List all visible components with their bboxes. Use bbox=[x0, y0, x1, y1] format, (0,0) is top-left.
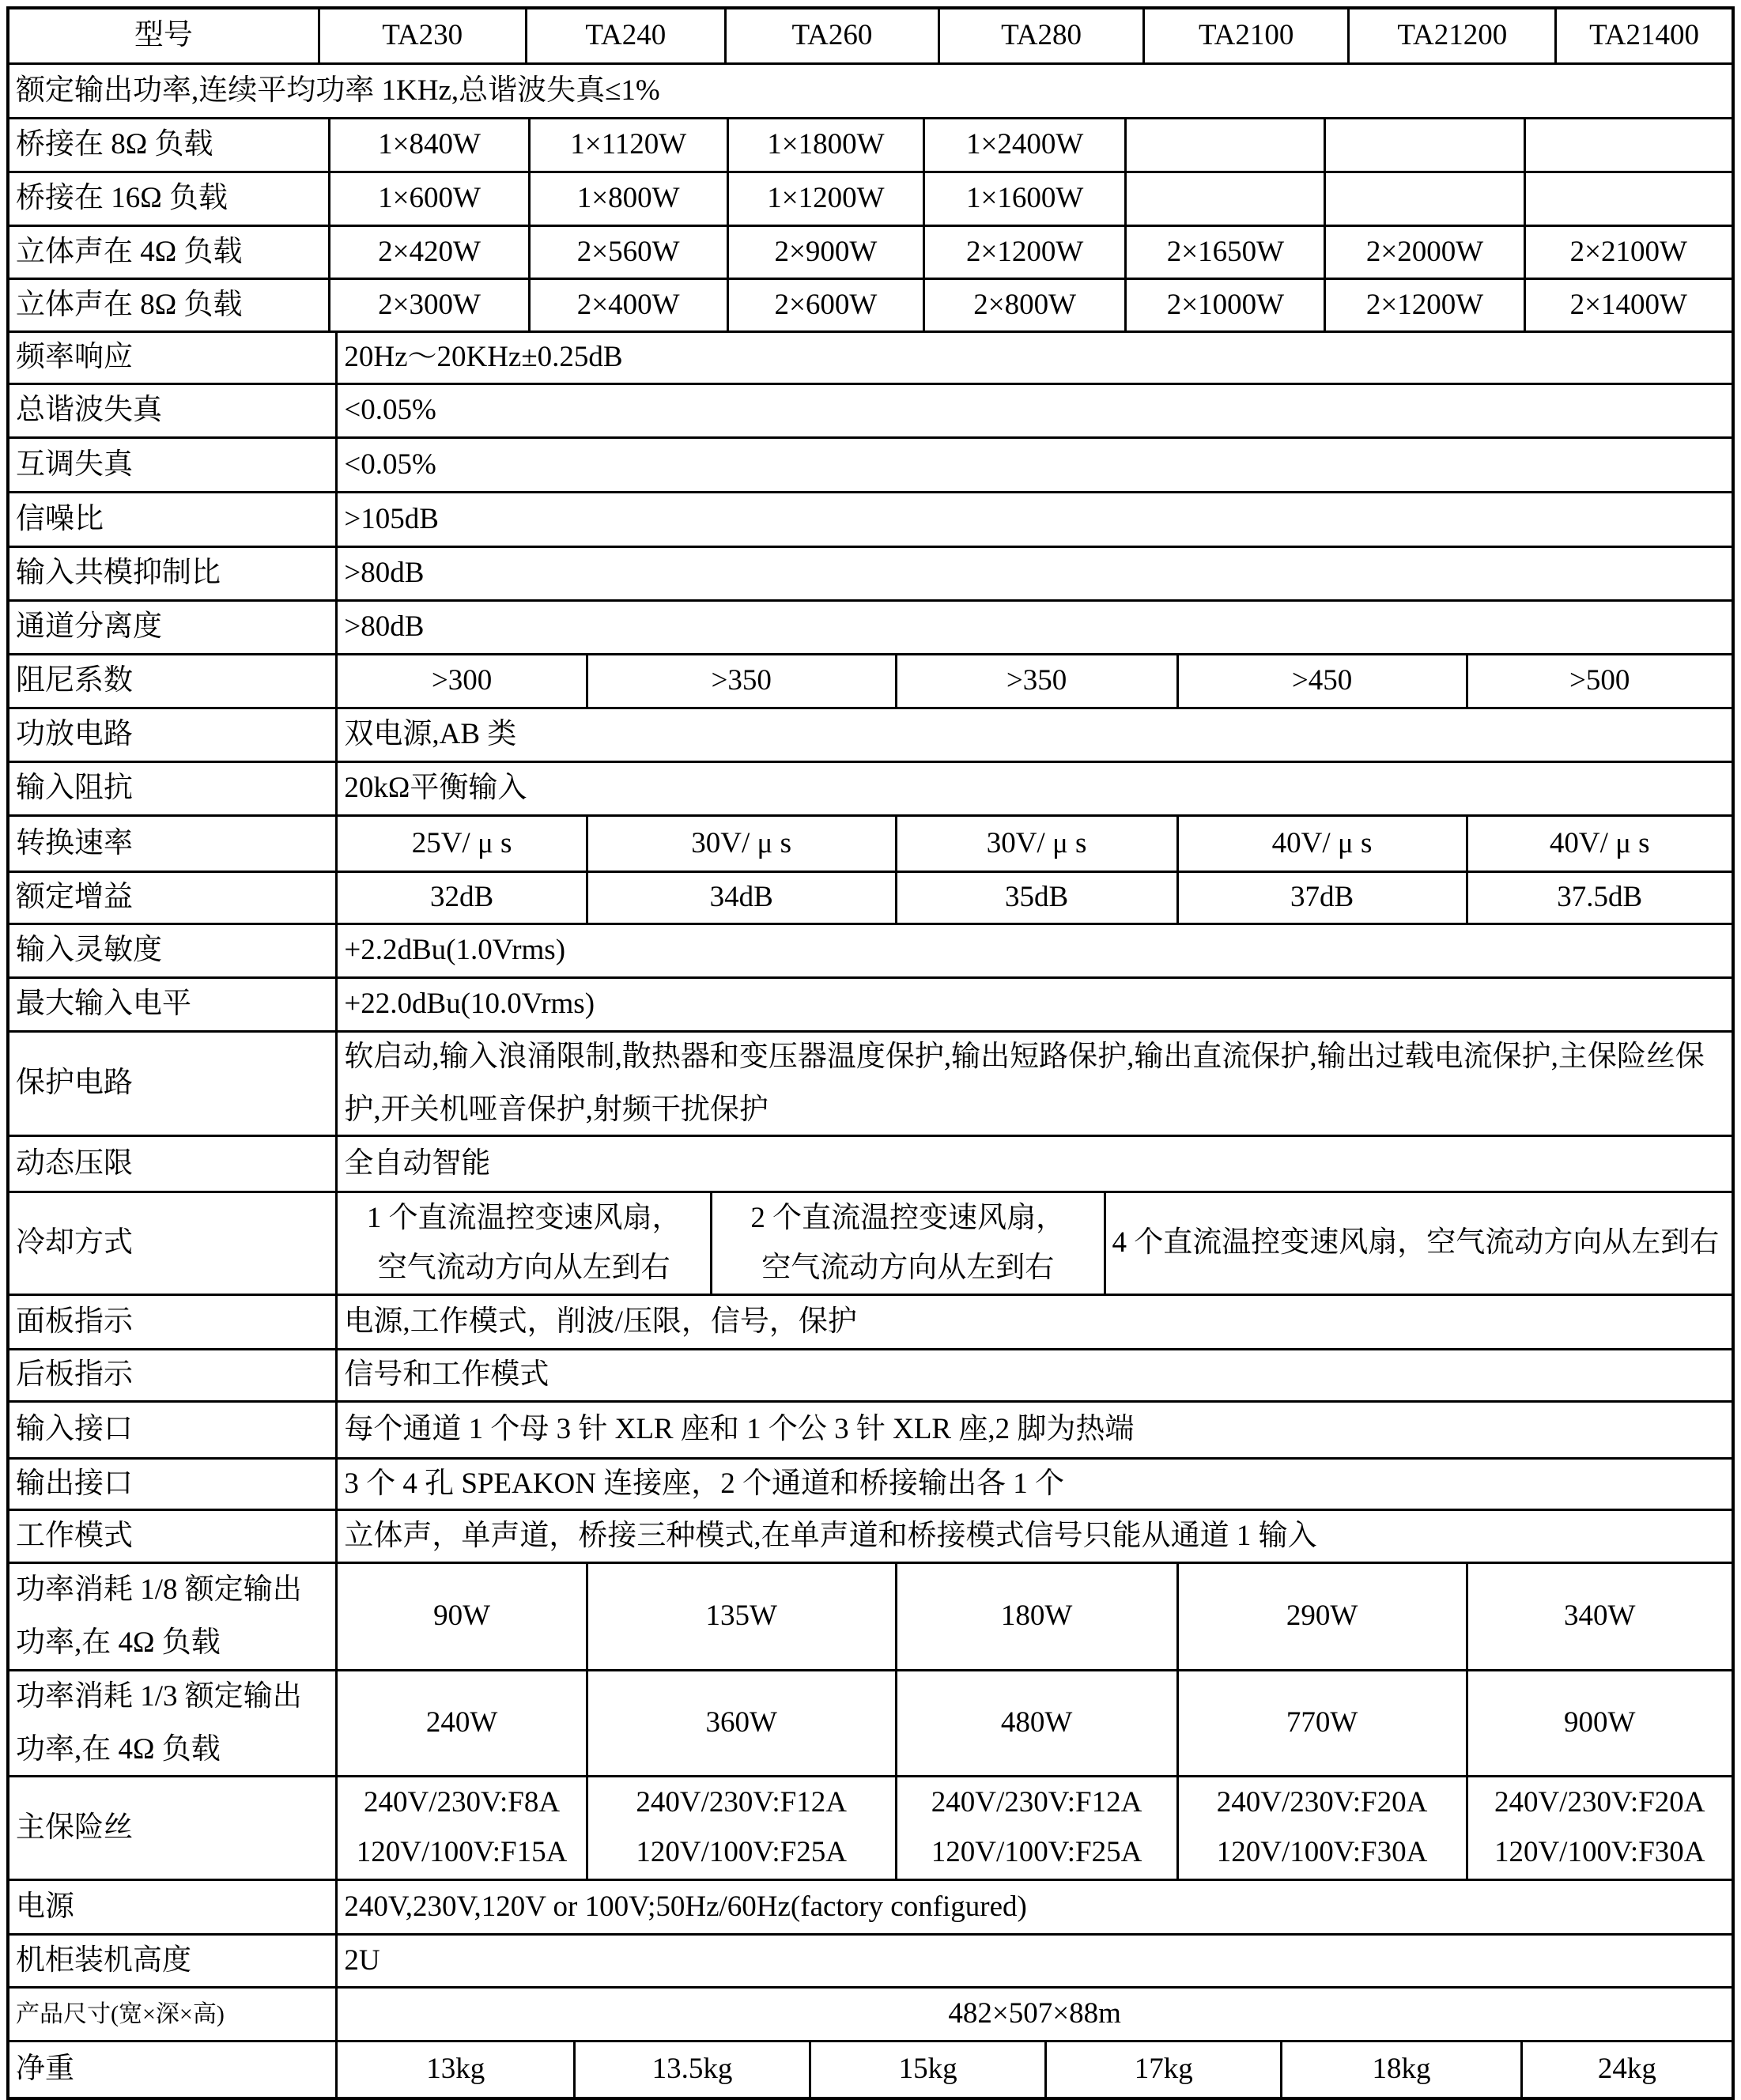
spec-value: 软启动,输入浪涌限制,散热器和变压器温度保护,输出短路保护,输出直流保护,输出过载电流保护,主保险丝保护,开关机哑音保护,射频干扰保护 bbox=[344, 1040, 1705, 1126]
spec-value: 2×1000W bbox=[1127, 280, 1326, 330]
spec-value: >350 bbox=[897, 655, 1179, 707]
table-row bbox=[9, 873, 1732, 925]
spec-value: >450 bbox=[1179, 655, 1468, 707]
spec-value: 24kg bbox=[1597, 2053, 1656, 2086]
spec-value: 290W bbox=[1179, 1564, 1468, 1669]
row-label: 桥接在 8Ω 负载 bbox=[9, 119, 330, 171]
table-row bbox=[9, 1564, 1732, 1671]
table-row bbox=[9, 1936, 1732, 1989]
spec-value: 20Hz～20KHz±0.25dB bbox=[344, 341, 623, 374]
row-label: 最大输入电平 bbox=[9, 979, 338, 1030]
model-name: TA21200 bbox=[1350, 9, 1557, 62]
row-label: 输入接口 bbox=[9, 1403, 338, 1457]
spec-value: 每个通道 1 个母 3 针 XLR 座和 1 个公 3 针 XLR 座,2 脚为热端 bbox=[344, 1413, 1135, 1446]
row-label: 立体声在 4Ω 负载 bbox=[9, 227, 330, 278]
spec-value: 37dB bbox=[1179, 873, 1468, 923]
row-label: 功率消耗 1/3 额定输出功率,在 4Ω 负载 bbox=[9, 1671, 338, 1775]
spec-value bbox=[897, 1777, 1179, 1879]
row-label: 机柜装机高度 bbox=[9, 1936, 338, 1986]
spec-value-line: 空气流动方向从左到右 bbox=[377, 1251, 670, 1284]
spec-value: 电源,工作模式，削波/压限，信号，保护 bbox=[344, 1305, 857, 1338]
spec-value bbox=[1326, 119, 1525, 171]
row-label: 产品尺寸(宽×深×高) bbox=[9, 1989, 338, 2040]
spec-value-line: 2 个直流温控变速风扇， bbox=[750, 1201, 1066, 1234]
row-label: 转换速率 bbox=[9, 817, 338, 871]
spec-value: 全自动智能 bbox=[344, 1146, 491, 1180]
row-label: 输出接口 bbox=[9, 1460, 338, 1509]
row-label: 立体声在 8Ω 负载 bbox=[9, 280, 330, 330]
spec-value: 40V/ μ s bbox=[1549, 826, 1650, 859]
table-row bbox=[9, 763, 1732, 817]
table-row bbox=[9, 385, 1732, 439]
spec-value: 480W bbox=[897, 1671, 1179, 1775]
spec-value: 37.5dB bbox=[1557, 881, 1643, 914]
row-label: 功率消耗 1/8 额定输出功率,在 4Ω 负载 bbox=[9, 1564, 338, 1669]
table-row bbox=[9, 65, 1732, 119]
spec-value-line: 240V/230V:F12A bbox=[931, 1786, 1142, 1819]
row-label: 总谐波失真 bbox=[9, 385, 338, 436]
spec-value: 2×800W bbox=[925, 280, 1127, 330]
table-row bbox=[9, 1403, 1732, 1460]
spec-value: 13kg bbox=[338, 2042, 576, 2097]
row-label: 面板指示 bbox=[9, 1296, 338, 1348]
model-name: TA2100 bbox=[1145, 9, 1350, 62]
spec-value: 2×600W bbox=[729, 280, 925, 330]
spec-value: <0.05% bbox=[344, 394, 436, 427]
spec-value-line: 空气流动方向从左到右 bbox=[761, 1251, 1055, 1284]
model-name: TA21400 bbox=[1589, 19, 1700, 52]
table-row bbox=[9, 1033, 1732, 1137]
spec-value-line: 240V/230V:F20A bbox=[1494, 1786, 1705, 1819]
spec-value: 1×600W bbox=[330, 173, 530, 225]
spec-value: 2×1200W bbox=[925, 227, 1127, 278]
spec-value: 32dB bbox=[338, 873, 587, 923]
table-row bbox=[9, 1296, 1732, 1350]
spec-value: 4 个直流温控变速风扇，空气流动方向从左到右 bbox=[1112, 1226, 1720, 1260]
row-label: 净重 bbox=[9, 2042, 338, 2097]
spec-value-line: 1 个直流温控变速风扇， bbox=[366, 1201, 682, 1234]
spec-value: 1×1200W bbox=[729, 173, 925, 225]
spec-value: 1×840W bbox=[330, 119, 530, 171]
row-label: 信噪比 bbox=[9, 493, 338, 546]
table-row bbox=[9, 1193, 1732, 1296]
spec-value: >350 bbox=[588, 655, 897, 707]
model-name: TA240 bbox=[527, 9, 727, 62]
spec-value: 240W bbox=[338, 1671, 587, 1775]
table-row bbox=[9, 2042, 1732, 2097]
spec-value bbox=[338, 1193, 712, 1294]
row-label: 冷却方式 bbox=[9, 1193, 338, 1294]
model-name: TA280 bbox=[940, 9, 1145, 62]
row-label: 频率响应 bbox=[9, 333, 338, 383]
table-row bbox=[9, 709, 1732, 763]
row-label: 工作模式 bbox=[9, 1511, 338, 1562]
spec-value: 770W bbox=[1179, 1671, 1468, 1775]
spec-value: 25V/ μ s bbox=[338, 817, 587, 871]
spec-value: >105dB bbox=[344, 502, 439, 535]
spec-value: 2×2100W bbox=[1569, 235, 1687, 268]
table-row bbox=[9, 493, 1732, 548]
spec-value: 3 个 4 孔 SPEAKON 连接座，2 个通道和桥接输出各 1 个 bbox=[344, 1467, 1064, 1500]
spec-value: 20kΩ平衡输入 bbox=[344, 772, 527, 805]
spec-value: 900W bbox=[1564, 1706, 1636, 1739]
table-row bbox=[9, 655, 1732, 709]
spec-value: 信号和工作模式 bbox=[344, 1358, 549, 1392]
spec-value bbox=[1526, 119, 1732, 171]
table-row bbox=[9, 1671, 1732, 1777]
spec-value-line: 120V/100V:F25A bbox=[636, 1836, 847, 1868]
spec-value: 135W bbox=[588, 1564, 897, 1669]
spec-value-line: 240V/230V:F8A bbox=[364, 1786, 561, 1819]
spec-value: 2×560W bbox=[531, 227, 729, 278]
spec-value: >500 bbox=[1569, 664, 1630, 697]
spec-value: 立体声，单声道，桥接三种模式,在单声道和桥接模式信号只能从通道 1 输入 bbox=[344, 1519, 1317, 1552]
spec-value: >300 bbox=[338, 655, 587, 707]
spec-value: 15kg bbox=[811, 2042, 1048, 2097]
table-row bbox=[9, 979, 1732, 1033]
row-label: 阻尼系数 bbox=[9, 655, 338, 707]
spec-value: 240V,230V,120V or 100V;50Hz/60Hz(factory configured) bbox=[344, 1890, 1027, 1923]
spec-value: 2×1650W bbox=[1127, 227, 1326, 278]
spec-value: <0.05% bbox=[344, 448, 436, 481]
row-label: 通道分离度 bbox=[9, 602, 338, 653]
spec-value: 30V/ μ s bbox=[897, 817, 1179, 871]
row-label: 功放电路 bbox=[9, 709, 338, 761]
spec-value: 1×1120W bbox=[531, 119, 729, 171]
spec-value-line: 120V/100V:F30A bbox=[1494, 1836, 1705, 1868]
spec-value: 18kg bbox=[1282, 2042, 1523, 2097]
table-row bbox=[9, 817, 1732, 873]
spec-value: 2×1400W bbox=[1569, 288, 1687, 321]
models-header-label: 型号 bbox=[9, 9, 320, 62]
table-row bbox=[9, 333, 1732, 385]
spec-value-line: 120V/100V:F30A bbox=[1216, 1836, 1428, 1868]
spec-value bbox=[1127, 173, 1326, 225]
row-label: 互调失真 bbox=[9, 439, 338, 491]
spec-value: 2×2000W bbox=[1326, 227, 1525, 278]
table-row bbox=[9, 173, 1732, 227]
spec-value: 35dB bbox=[897, 873, 1179, 923]
row-label: 桥接在 16Ω 负载 bbox=[9, 173, 330, 225]
spec-value bbox=[1526, 173, 1732, 225]
table-row bbox=[9, 602, 1732, 655]
spec-value: 2×400W bbox=[531, 280, 729, 330]
spec-value: 40V/ μ s bbox=[1179, 817, 1468, 871]
row-label: 输入灵敏度 bbox=[9, 925, 338, 976]
spec-value-line: 120V/100V:F25A bbox=[931, 1836, 1142, 1868]
table-row bbox=[9, 227, 1732, 280]
model-name: TA230 bbox=[320, 9, 527, 62]
spec-value: 1×2400W bbox=[925, 119, 1127, 171]
spec-value bbox=[1326, 173, 1525, 225]
spec-value-line: 120V/100V:F15A bbox=[356, 1836, 568, 1868]
spec-table bbox=[6, 6, 1735, 2100]
row-label: 额定增益 bbox=[9, 873, 338, 923]
spec-value: 13.5kg bbox=[576, 2042, 811, 2097]
spec-value: 482×507×88m bbox=[948, 1997, 1121, 2030]
spec-value bbox=[588, 1777, 897, 1879]
spec-value: 17kg bbox=[1047, 2042, 1282, 2097]
spec-value: 90W bbox=[338, 1564, 587, 1669]
row-label: 保护电路 bbox=[9, 1033, 338, 1135]
spec-value bbox=[712, 1193, 1105, 1294]
spec-value: +2.2dBu(1.0Vrms) bbox=[344, 934, 566, 967]
spec-value-line: 240V/230V:F20A bbox=[1216, 1786, 1428, 1819]
table-row bbox=[9, 9, 1732, 65]
spec-value: 2U bbox=[344, 1943, 380, 1977]
table-row bbox=[9, 1881, 1732, 1936]
spec-value: 双电源,AB 类 bbox=[344, 718, 517, 751]
spec-value: 34dB bbox=[588, 873, 897, 923]
spec-value bbox=[1468, 1777, 1732, 1879]
table-row bbox=[9, 1460, 1732, 1511]
spec-value: 1×1800W bbox=[729, 119, 925, 171]
spec-value bbox=[338, 1777, 587, 1879]
spec-value: 360W bbox=[588, 1671, 897, 1775]
spec-value: 340W bbox=[1564, 1600, 1636, 1633]
row-label: 动态压限 bbox=[9, 1137, 338, 1191]
row-label: 输入阻抗 bbox=[9, 763, 338, 814]
table-row bbox=[9, 548, 1732, 602]
row-label: 输入共模抑制比 bbox=[9, 548, 338, 599]
table-row bbox=[9, 1350, 1732, 1403]
spec-value: 1×1600W bbox=[925, 173, 1127, 225]
spec-value: 2×420W bbox=[330, 227, 530, 278]
spec-value: 180W bbox=[897, 1564, 1179, 1669]
spec-value bbox=[1127, 119, 1326, 171]
spec-value: >80dB bbox=[344, 557, 425, 590]
table-row bbox=[9, 1511, 1732, 1564]
spec-value: >80dB bbox=[344, 610, 425, 644]
spec-value: 2×300W bbox=[330, 280, 530, 330]
row-label: 后板指示 bbox=[9, 1350, 338, 1400]
table-row bbox=[9, 925, 1732, 979]
table-row bbox=[9, 439, 1732, 493]
spec-value: 2×900W bbox=[729, 227, 925, 278]
model-name: TA260 bbox=[727, 9, 940, 62]
spec-value-line: 240V/230V:F12A bbox=[636, 1786, 847, 1819]
table-row bbox=[9, 1989, 1732, 2042]
spec-value: 30V/ μ s bbox=[588, 817, 897, 871]
spec-value: 2×1200W bbox=[1326, 280, 1525, 330]
table-row bbox=[9, 1777, 1732, 1881]
table-row bbox=[9, 280, 1732, 333]
spec-value bbox=[1179, 1777, 1468, 1879]
spec-value: +22.0dBu(10.0Vrms) bbox=[344, 988, 595, 1021]
row-label: 主保险丝 bbox=[9, 1777, 338, 1879]
section-header: 额定输出功率,连续平均功率 1KHz,总谐波失真≤1% bbox=[16, 74, 660, 107]
spec-value: 1×800W bbox=[531, 173, 729, 225]
row-label: 电源 bbox=[9, 1881, 338, 1933]
table-row bbox=[9, 1137, 1732, 1193]
table-row bbox=[9, 119, 1732, 173]
